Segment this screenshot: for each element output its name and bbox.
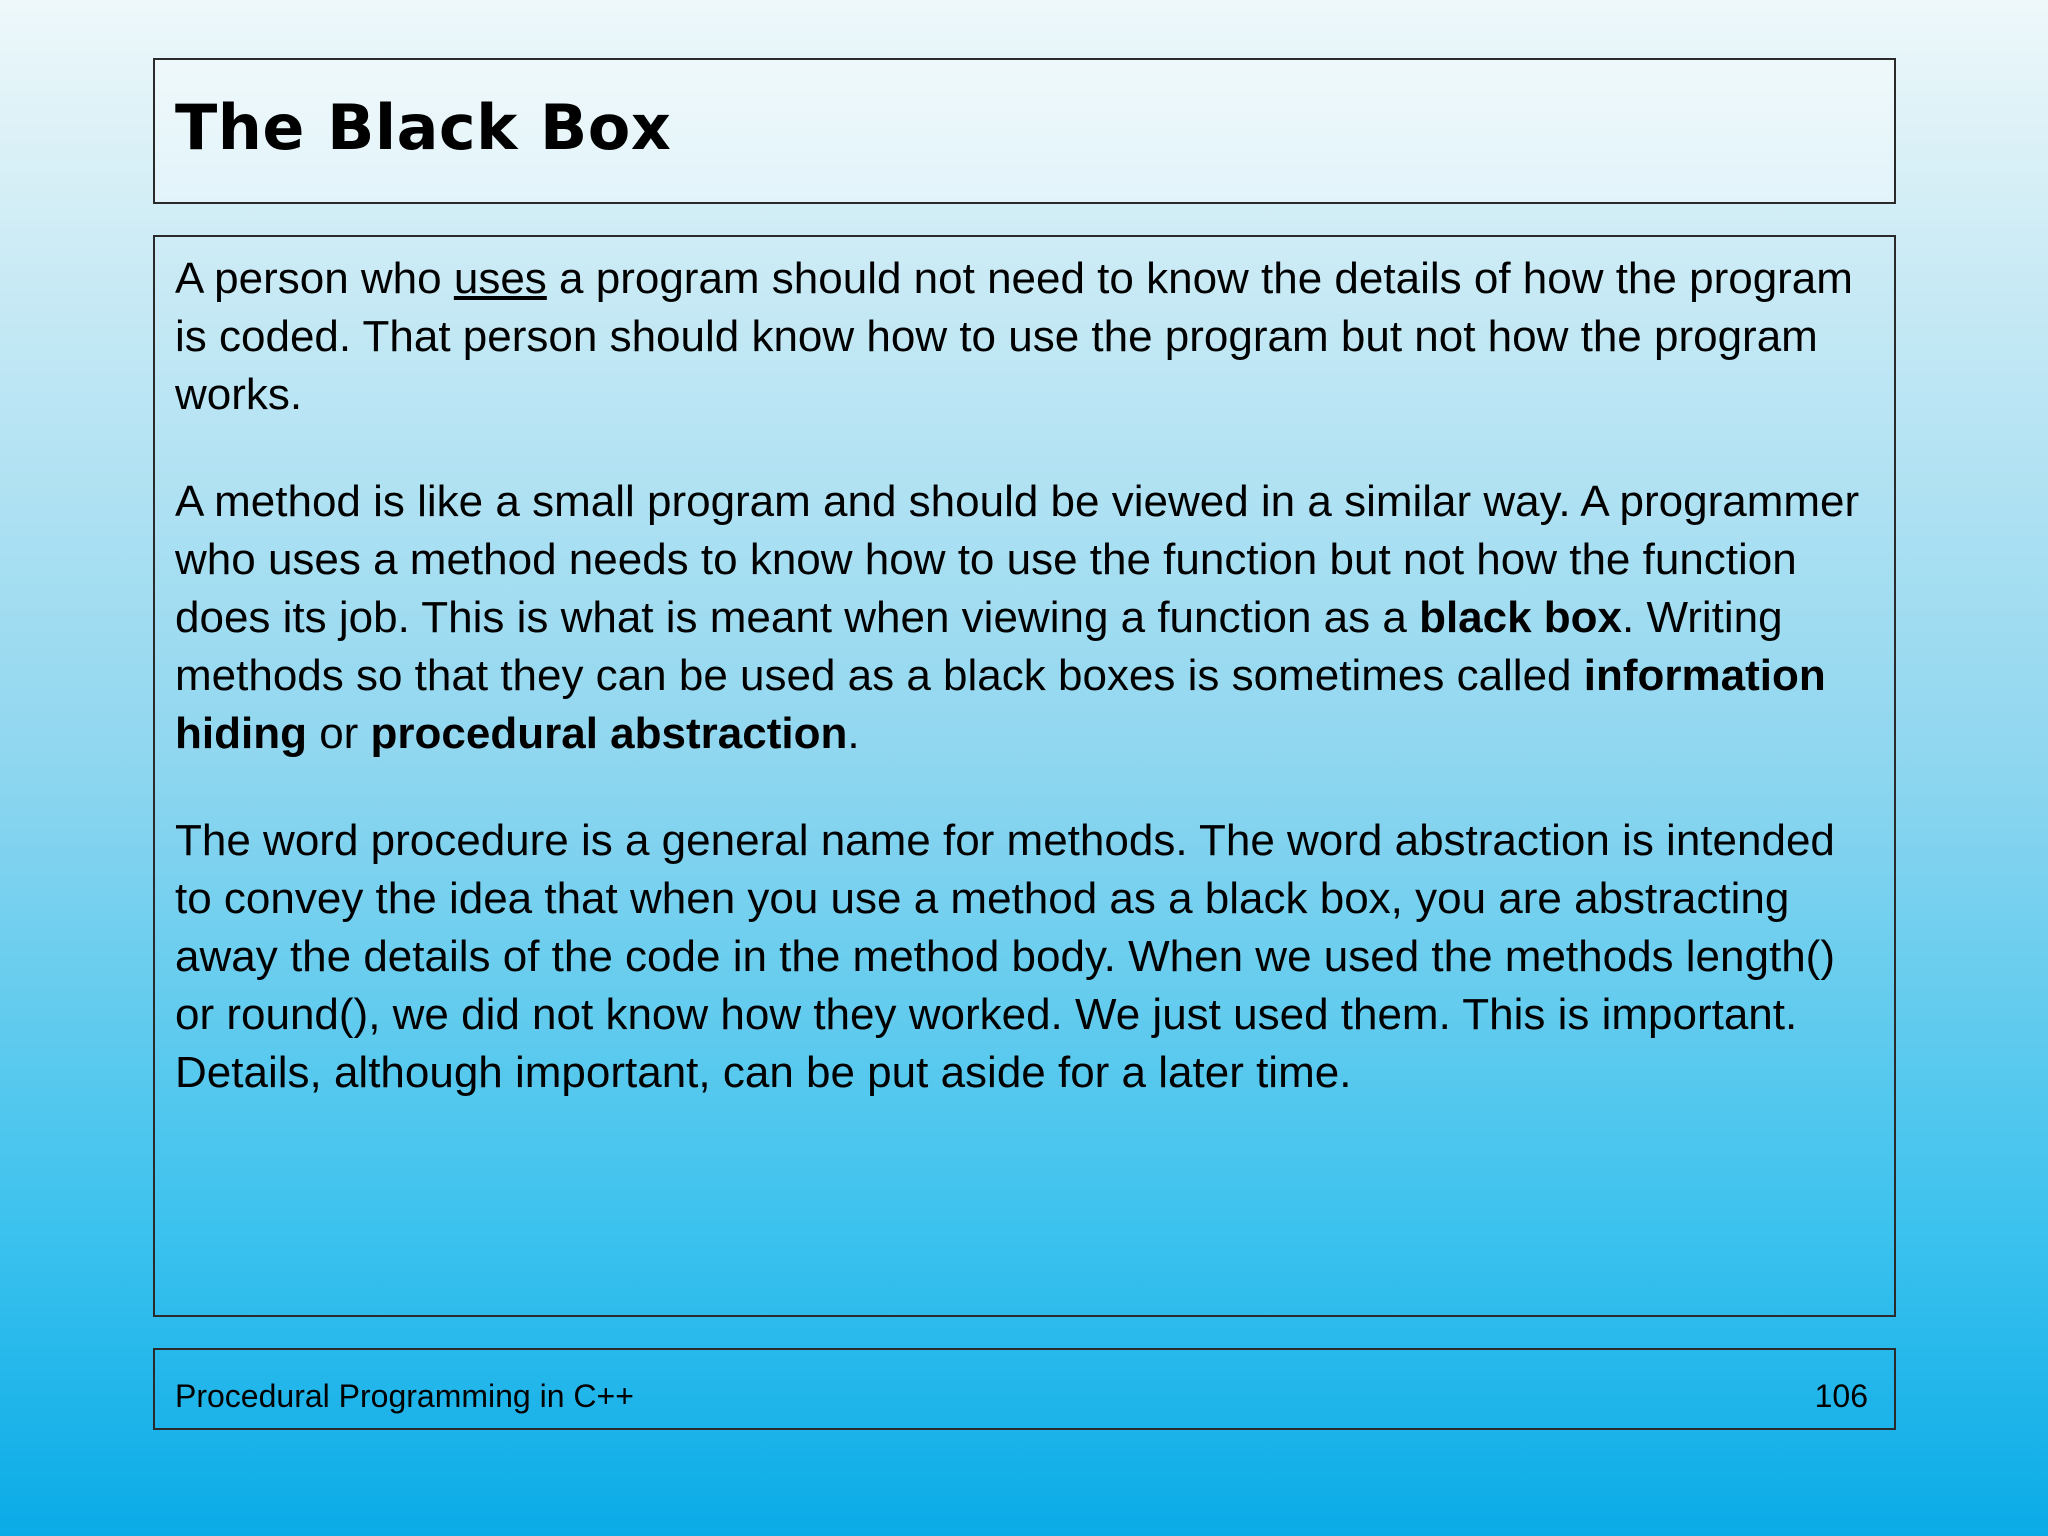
bold-term-information-hiding: information hiding bbox=[175, 651, 1826, 758]
paragraph-1-text-a: A person who bbox=[175, 254, 454, 303]
paragraph-3: The word procedure is a general name for methods. The word abstraction is intended to convey the idea that when you use a method as a black box, you are abstracting away the details of the code in the method body. When we used the methods length() or round(), we did not know how they worked. We just used them. This is important. Details, although important, can be put aside for a later time. bbox=[175, 816, 1835, 1097]
footer-box bbox=[153, 1348, 1896, 1430]
paragraph-2-text-c: or bbox=[306, 709, 371, 758]
paragraph-1 bbox=[175, 250, 1880, 424]
slide-body bbox=[175, 250, 1880, 1151]
paragraph-1-text-b: a program should not need to know the details of how the program is coded. That person should know how to use the program but not how the program works. bbox=[175, 254, 1853, 419]
paragraph-2 bbox=[175, 473, 1880, 763]
bold-term-procedural-abstraction: procedural abstraction bbox=[370, 709, 848, 758]
paragraph-2-text-b: . Writing methods so that they can be used as a black boxes is sometimes called bbox=[175, 593, 1783, 700]
slide-title: The Black Box bbox=[175, 91, 672, 164]
paragraph-2-text-a: A method is like a small program and should be viewed in a similar way. A programmer who uses a method needs to know how to use the function but not how the function does its job. This is what is meant when viewing a function as a bbox=[175, 477, 1860, 642]
content-box bbox=[153, 235, 1896, 1317]
page-number: 106 bbox=[1814, 1378, 1868, 1414]
bold-term-black-box: black box bbox=[1419, 593, 1623, 642]
underlined-term-uses: uses bbox=[453, 254, 547, 303]
footer-course-title: Procedural Programming in C++ bbox=[175, 1378, 634, 1414]
paragraph-2-text-d: . bbox=[847, 709, 860, 758]
title-box bbox=[153, 58, 1896, 204]
